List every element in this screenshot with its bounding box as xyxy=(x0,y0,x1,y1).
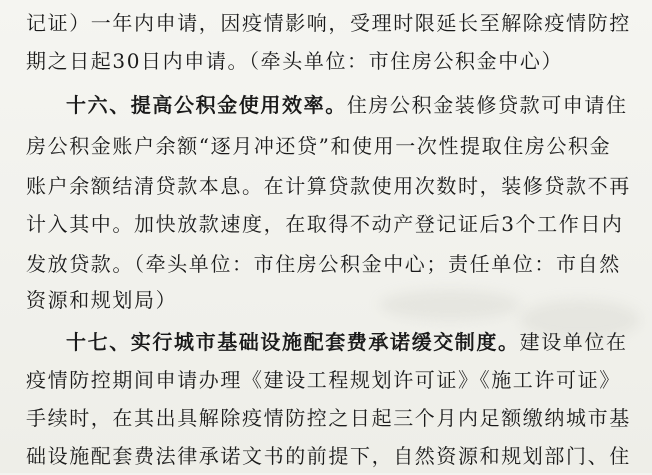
line-text: 住房公积金装修贷款可申请住 xyxy=(346,93,628,117)
text-line xyxy=(26,437,631,475)
line-text: 发放贷款。（牵头单位：市住房公积金中心；责任单位：市自然 xyxy=(26,252,621,276)
line-text: 手续时，在其出具解除疫情防控之日起三个月内足额缴纳城市基 xyxy=(26,406,631,430)
line-text: 资源和规划局） xyxy=(26,288,178,312)
text-line xyxy=(26,42,563,80)
line-text: 疫情防控期间申请办理《建设工程规划许可证》《施工许可证》 xyxy=(26,368,621,392)
text-line xyxy=(26,167,631,205)
line-text: 房公积金账户余额“逐月冲还贷”和使用一次性提取住房公积金 xyxy=(26,134,612,158)
section-heading: 十六、提高公积金使用效率。 xyxy=(66,93,347,117)
line-text: 础设施配套费法律承诺文书的前提下，自然资源和规划部门、住 xyxy=(26,444,631,468)
text-line xyxy=(26,245,621,283)
text-line xyxy=(26,361,621,399)
text-line xyxy=(26,281,177,319)
text-line xyxy=(26,399,631,437)
text-line xyxy=(26,4,631,42)
section-heading-line xyxy=(66,86,628,124)
section-heading-line xyxy=(66,323,628,361)
line-text: 账户余额结清贷款本息。在计算贷款使用次数时，装修贷款不再 xyxy=(26,174,631,198)
line-text: 建设单位在 xyxy=(519,330,628,354)
paper-texture xyxy=(380,290,520,320)
line-text: 记证）一年内申请，因疫情影响，受理时限延长至解除疫情防控 xyxy=(26,11,631,35)
line-text: 计入其中。加快放款速度，在取得不动产登记证后3个工作日内 xyxy=(26,212,624,236)
line-text: 期之日起30日内申请。（牵头单位：市住房公积金中心） xyxy=(26,49,564,73)
text-line xyxy=(26,205,624,243)
section-heading: 十七、实行城市基础设施配套费承诺缓交制度。 xyxy=(66,330,520,354)
text-line xyxy=(26,127,611,165)
